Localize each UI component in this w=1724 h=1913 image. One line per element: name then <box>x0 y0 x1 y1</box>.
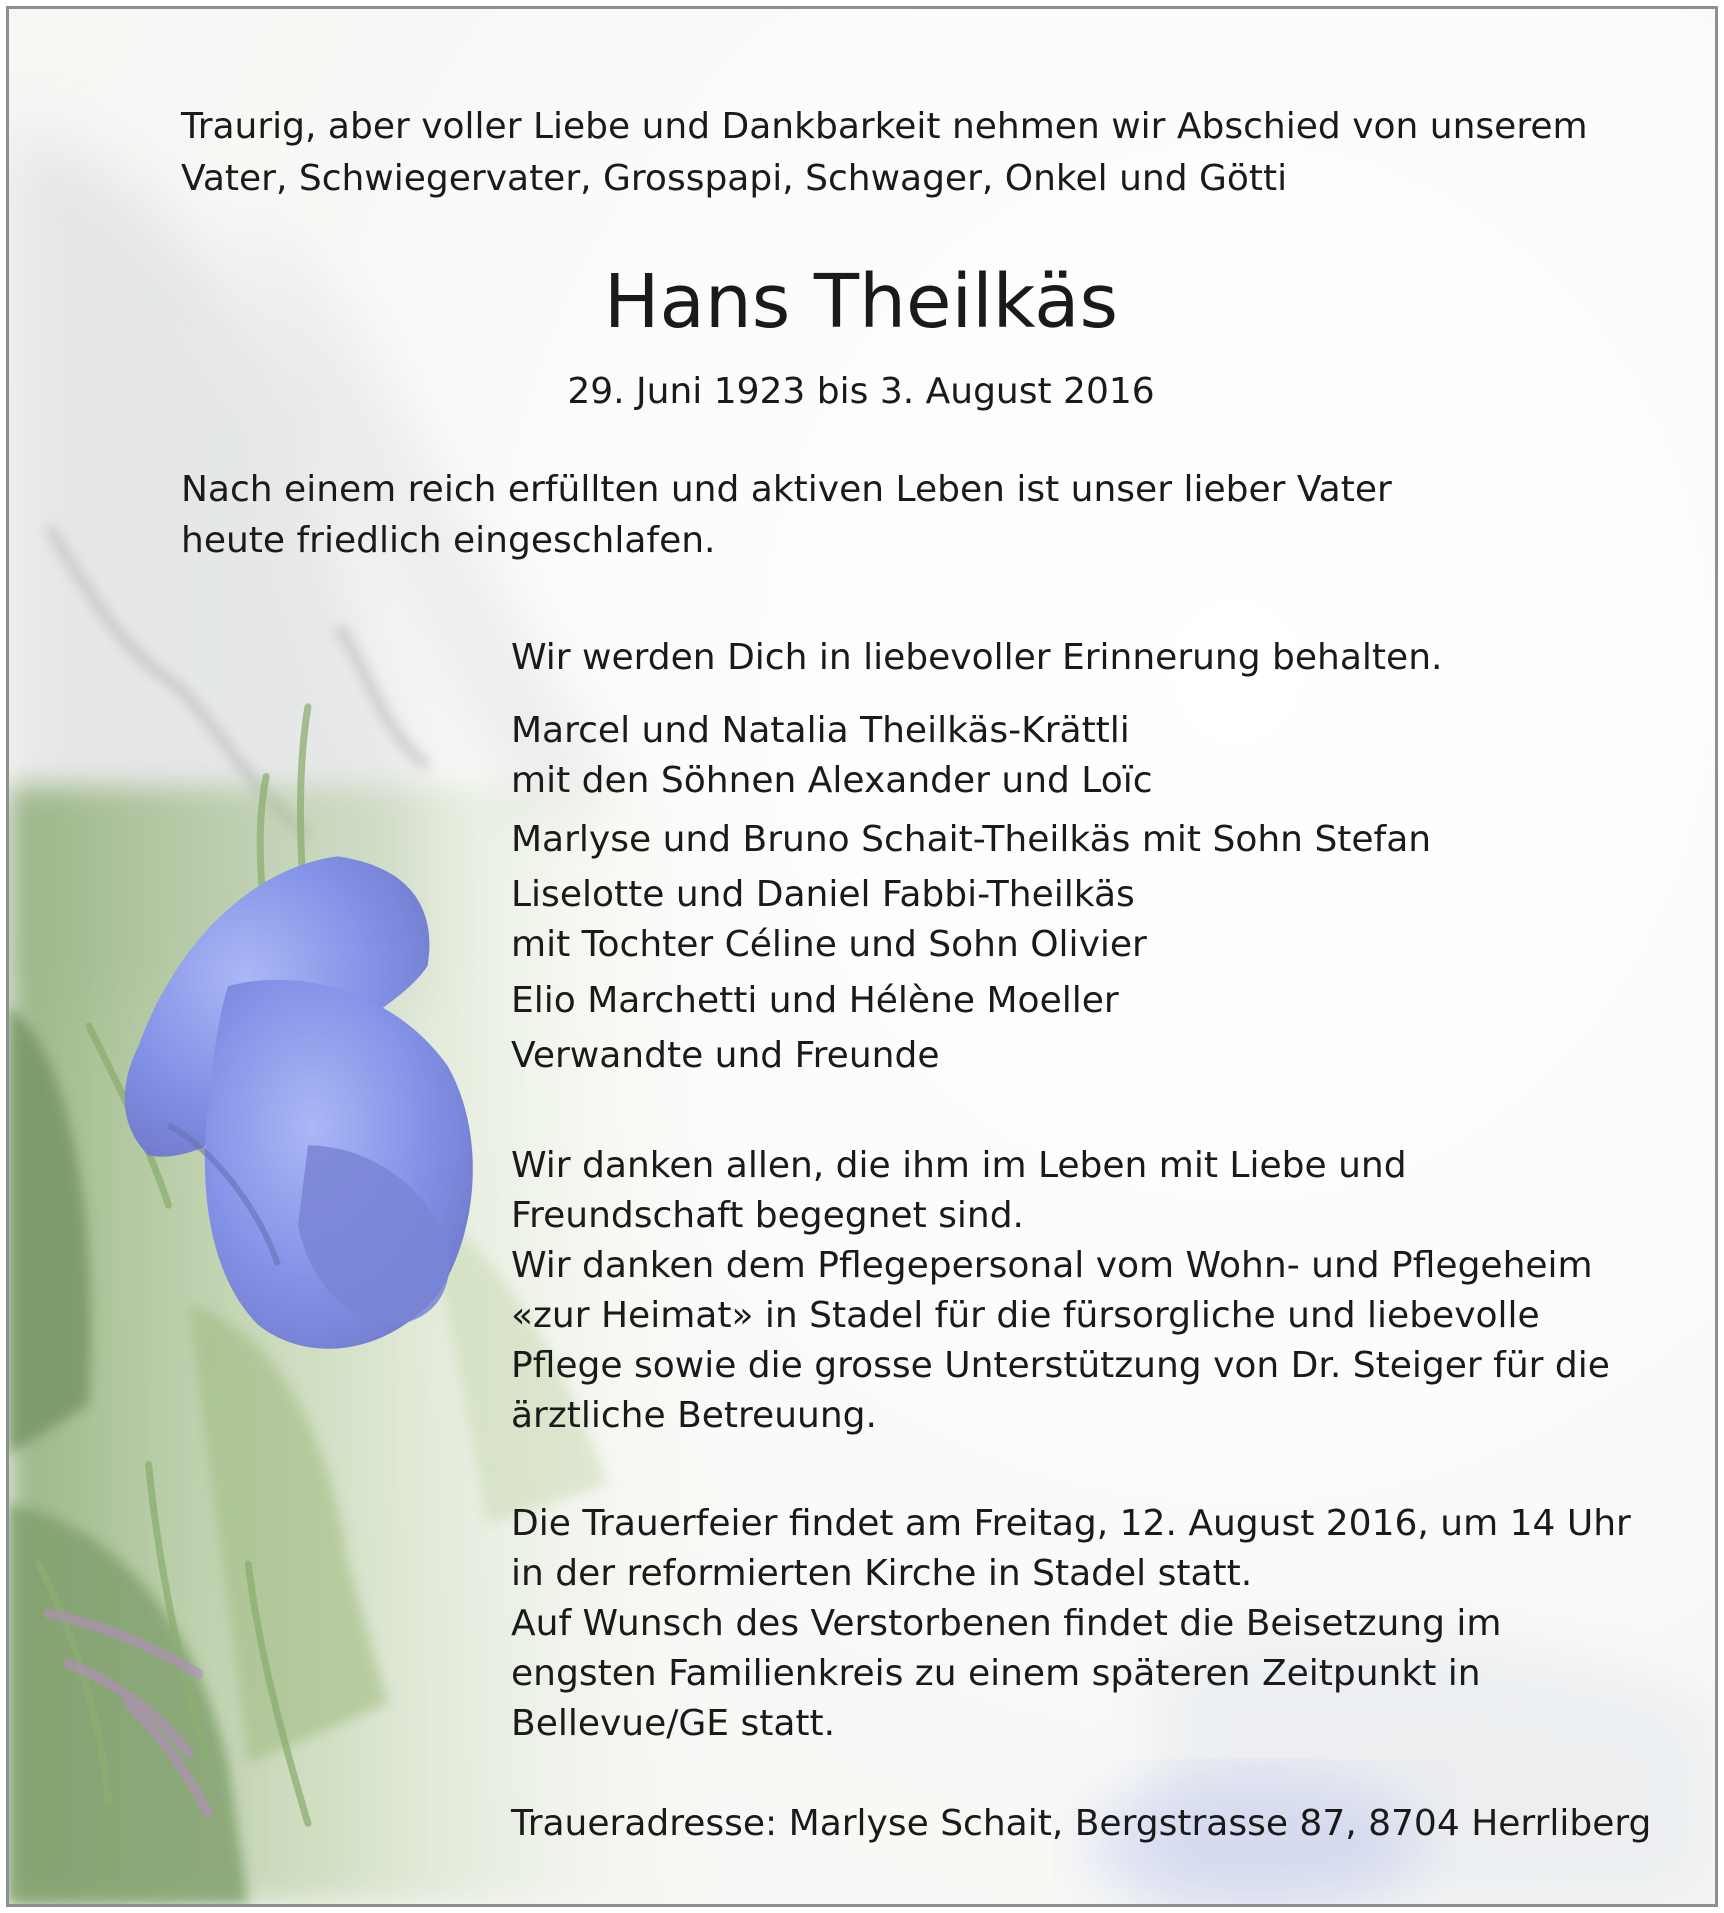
service-line: Bellevue/GE statt. <box>511 1703 836 1744</box>
service-line: engsten Familienkreis zu einem späteren Zeitpunkt in <box>511 1653 1481 1694</box>
intro-line-1: Traurig, aber voller Liebe und Dankbarkeit nehmen wir Abschied von unserem <box>181 106 1588 147</box>
memory-line: Wir werden Dich in liebevoller Erinnerung behalten. <box>511 637 1443 678</box>
service-info <box>511 1499 1631 1749</box>
life-statement <box>181 464 1392 566</box>
service-line: Die Trauerfeier findet am Freitag, 12. August 2016, um 14 Uhr <box>511 1503 1631 1544</box>
obituary-notice <box>6 6 1718 1907</box>
family-line: mit Tochter Céline und Sohn Olivier <box>511 924 1147 965</box>
mourning-address: Traueradresse: Marlyse Schait, Bergstrasse 87, 8704 Herrliberg <box>511 1803 1652 1844</box>
thanks-text <box>511 1141 1610 1441</box>
family-entry <box>511 1031 939 1081</box>
family-entry <box>511 870 1147 970</box>
thanks-line: Pflege sowie die grosse Unterstützung von Dr. Steiger für die <box>511 1345 1610 1386</box>
life-statement-line-2: heute friedlich eingeschlafen. <box>181 520 716 561</box>
thanks-line: «zur Heimat» in Stadel für die fürsorgliche und liebevolle <box>511 1295 1540 1336</box>
family-line: Marlyse und Bruno Schait-Theilkäs mit Sohn Stefan <box>511 819 1432 860</box>
family-line: Liselotte und Daniel Fabbi-Theilkäs <box>511 874 1135 915</box>
family-entry <box>511 815 1431 865</box>
thanks-line: Wir danken allen, die ihm im Leben mit Liebe und <box>511 1145 1407 1186</box>
family-line: Verwandte und Freunde <box>511 1035 940 1076</box>
thanks-line: ärztliche Betreuung. <box>511 1395 877 1436</box>
service-line: Auf Wunsch des Verstorbenen findet die Beisetzung im <box>511 1603 1502 1644</box>
thanks-line: Freundschaft begegnet sind. <box>511 1195 1024 1236</box>
life-dates: 29. Juni 1923 bis 3. August 2016 <box>567 371 1155 412</box>
life-statement-line-1: Nach einem reich erfüllten und aktiven Leben ist unser lieber Vater <box>181 469 1392 510</box>
family-line: Elio Marchetti und Hélène Moeller <box>511 980 1119 1021</box>
family-line: Marcel und Natalia Theilkäs-Krättli <box>511 710 1130 751</box>
family-entry <box>511 976 1119 1026</box>
deceased-name: Hans Theilkäs <box>603 259 1119 345</box>
service-line: in der reformierten Kirche in Stadel statt. <box>511 1553 1253 1594</box>
intro-text <box>181 101 1588 205</box>
family-line: mit den Söhnen Alexander und Loïc <box>511 760 1153 801</box>
intro-line-2: Vater, Schwiegervater, Grosspapi, Schwager, Onkel und Götti <box>181 158 1288 199</box>
family-entry <box>511 706 1153 806</box>
thanks-line: Wir danken dem Pflegepersonal vom Wohn- und Pflegeheim <box>511 1245 1593 1286</box>
